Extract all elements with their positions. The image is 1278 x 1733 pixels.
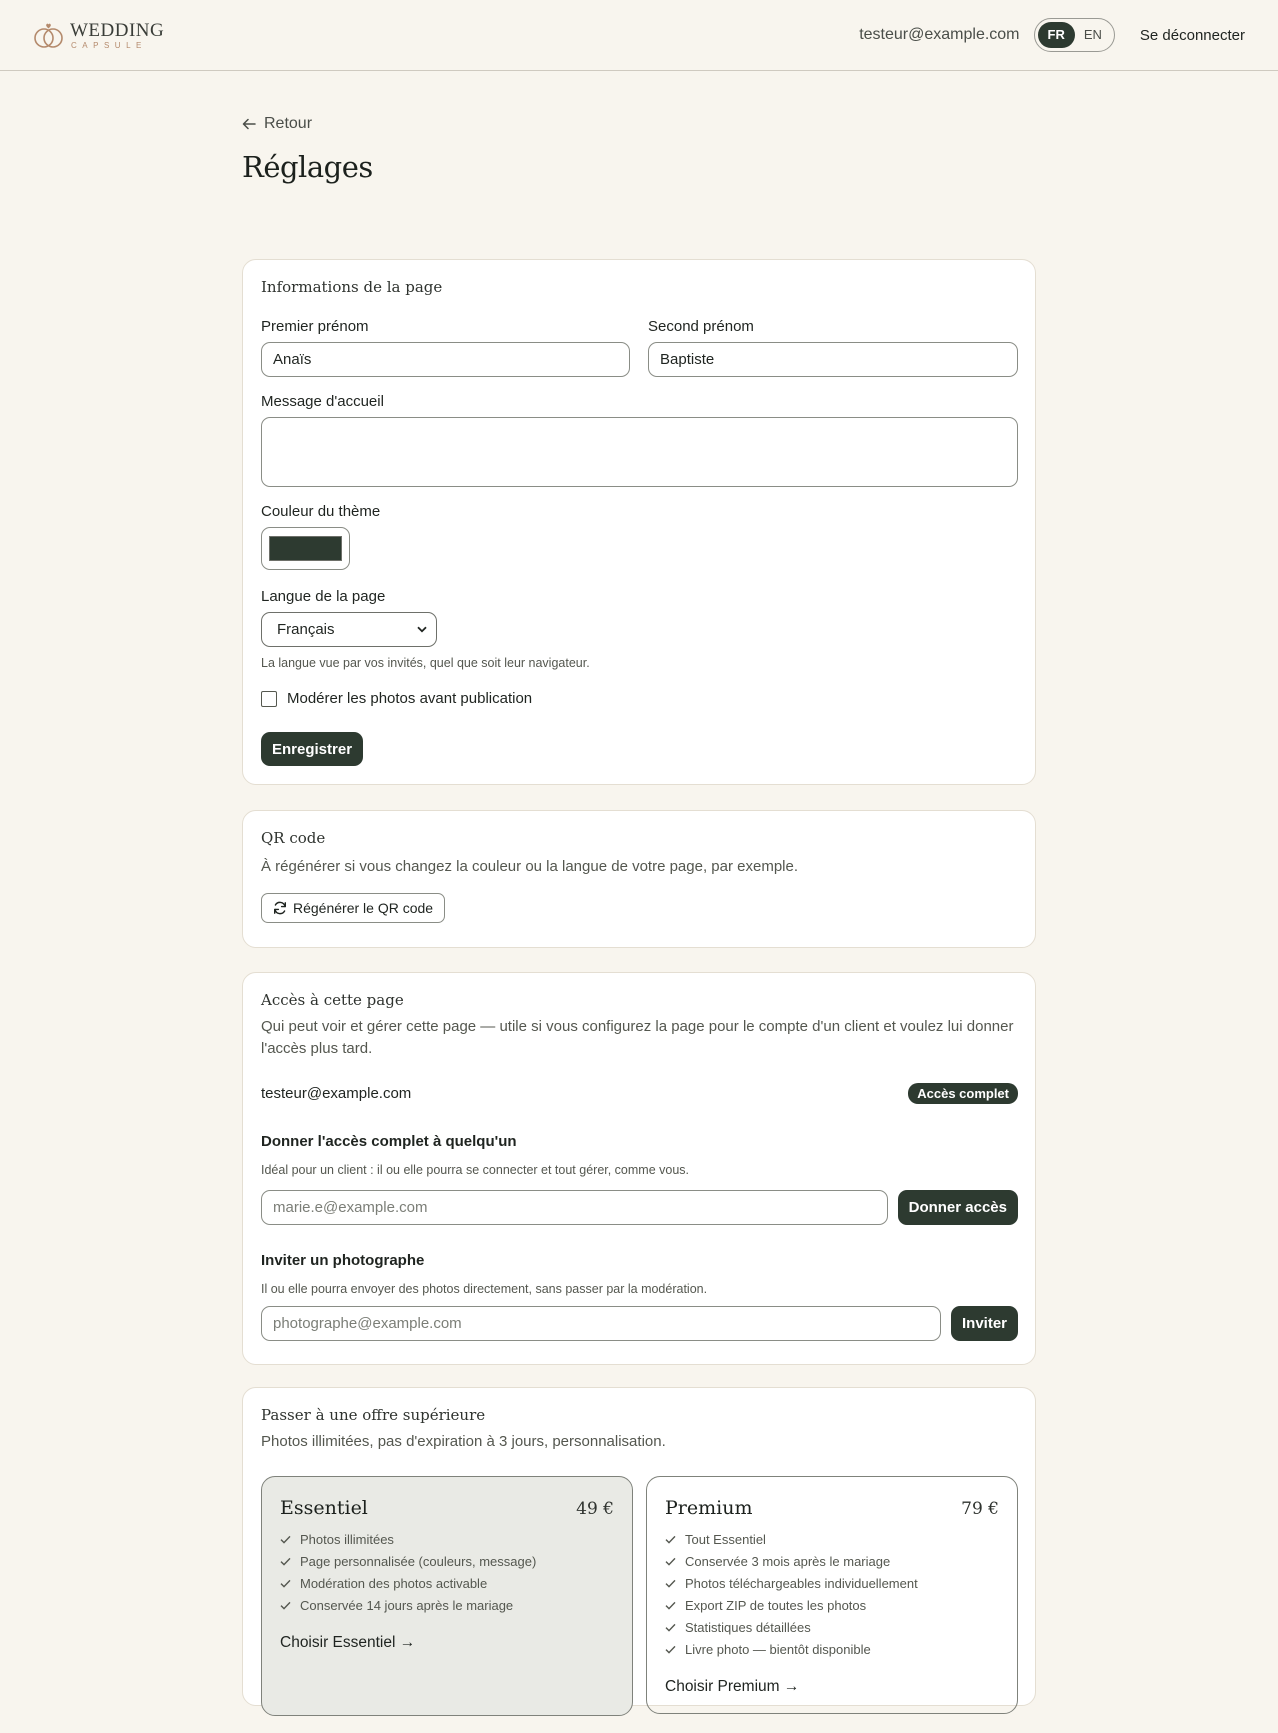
plan-feature-text: Conservée 14 jours après le mariage [300, 1597, 514, 1613]
second-name-input[interactable] [648, 342, 1018, 377]
lang-en-button[interactable]: EN [1083, 27, 1102, 42]
grant-access-email-input[interactable] [261, 1190, 888, 1225]
plan-feature [665, 1550, 999, 1572]
user-email: testeur@example.com [859, 26, 1020, 43]
chevron-down-icon [417, 626, 427, 633]
moderate-photos-label: Modérer les photos avant publication [287, 690, 533, 707]
grant-access-help: Idéal pour un client : il ou elle pourra se connecter et tout gérer, comme vous. [261, 1163, 690, 1177]
status-badge: Accès complet [908, 1083, 1018, 1104]
lang-fr-button[interactable]: FR [1038, 22, 1075, 48]
invite-photographer-help: Il ou elle pourra envoyer des photos directement, sans passer par la modération. [261, 1282, 708, 1296]
plan-name: Premium [665, 1497, 753, 1519]
grant-access-button[interactable]: Donner accès [898, 1190, 1018, 1225]
plan-card-essentiel[interactable] [261, 1476, 633, 1716]
page-language-label: Langue de la page [261, 588, 386, 605]
plan-feature-text: Page personnalisée (couleurs, message) [300, 1553, 537, 1569]
invite-photographer-title: Inviter un photographe [261, 1252, 425, 1269]
check-icon [665, 1557, 676, 1566]
back-link[interactable] [242, 115, 312, 133]
top-header [0, 0, 1278, 71]
upgrade-description: Photos illimitées, pas d'expiration à 3 jours, personnalisation. [261, 1433, 666, 1450]
plan-feature-text: Export ZIP de toutes les photos [685, 1597, 867, 1613]
page-language-select[interactable] [261, 612, 437, 647]
check-icon [665, 1535, 676, 1544]
page-title: Réglages [242, 150, 373, 184]
second-name-label: Second prénom [648, 318, 754, 335]
page-access-card [242, 972, 1036, 1365]
first-name-label: Premier prénom [261, 318, 369, 335]
plan-feature-text: Conservée 3 mois après le mariage [685, 1553, 891, 1569]
welcome-message-textarea[interactable] [261, 417, 1018, 487]
invite-photographer-placeholder: photographe@example.com [273, 1315, 462, 1332]
plan-name: Essentiel [280, 1497, 368, 1519]
theme-color-picker[interactable] [261, 527, 350, 570]
qr-code-card [242, 810, 1036, 948]
regenerate-qr-button[interactable] [261, 893, 445, 923]
check-icon [665, 1623, 676, 1632]
plan-feature [280, 1594, 614, 1616]
plan-feature-text: Statistiques détaillées [685, 1619, 811, 1635]
plan-feature [665, 1594, 999, 1616]
upgrade-card [242, 1387, 1036, 1706]
brand-logo[interactable] [32, 20, 164, 50]
first-name-input[interactable] [261, 342, 630, 377]
main-content [242, 115, 1036, 1733]
check-icon [280, 1579, 291, 1588]
qr-code-description: À régénérer si vous changez la couleur ou la langue de votre page, par exemple. [261, 858, 799, 875]
check-icon [280, 1601, 291, 1610]
plan-feature-text: Photos téléchargeables individuellement [685, 1575, 918, 1591]
page-language-value: Français [277, 621, 335, 638]
invite-button[interactable]: Inviter [951, 1306, 1018, 1341]
plan-feature [665, 1638, 999, 1660]
theme-color-swatch [269, 536, 342, 561]
arrow-left-icon [242, 118, 256, 130]
welcome-message-label: Message d'accueil [261, 393, 384, 410]
plan-feature-text: Photos illimitées [300, 1531, 394, 1547]
plan-feature-text: Livre photo — bientôt disponible [685, 1641, 871, 1657]
access-description: Qui peut voir et gérer cette page — utile si vous configurez la page pour le compte d'un client et voulez lui donner l'accès plus tard. [261, 1018, 1014, 1057]
language-toggle [1034, 18, 1115, 52]
member-email: testeur@example.com [261, 1085, 412, 1102]
card-title: Informations de la page [261, 278, 443, 296]
save-button[interactable]: Enregistrer [261, 732, 363, 766]
regenerate-qr-label: Régénérer le QR code [293, 900, 434, 916]
brand-word: WEDDING [70, 19, 165, 41]
second-name-value: Baptiste [660, 351, 715, 368]
plan-feature [665, 1528, 999, 1550]
plan-feature [665, 1616, 999, 1638]
back-label: Retour [264, 115, 313, 132]
plan-feature [665, 1572, 999, 1594]
plan-card-premium[interactable] [646, 1476, 1018, 1714]
check-icon [665, 1645, 676, 1654]
check-icon [665, 1579, 676, 1588]
plan-price: 79 € [961, 1499, 999, 1519]
plan-feature-text: Tout Essentiel [685, 1531, 766, 1547]
check-icon [280, 1557, 291, 1566]
page-info-card [242, 259, 1036, 785]
moderate-photos-checkbox[interactable] [261, 691, 277, 707]
plan-price: 49 € [576, 1499, 614, 1519]
brand-sub: CAPSULE [71, 40, 147, 50]
refresh-icon [273, 901, 287, 915]
card-title: Passer à une offre supérieure [261, 1406, 486, 1424]
rings-logo-icon [32, 20, 66, 50]
theme-color-label: Couleur du thème [261, 503, 381, 520]
invite-photographer-email-input[interactable] [261, 1306, 941, 1341]
page-language-help: La langue vue par vos invités, quel que soit leur navigateur. [261, 656, 590, 670]
card-title: QR code [261, 829, 326, 847]
choose-premium-link[interactable]: Choisir Premium → [665, 1678, 800, 1695]
plan-feature [280, 1550, 614, 1572]
plan-feature [280, 1528, 614, 1550]
plan-feature [280, 1572, 614, 1594]
first-name-value: Anaïs [273, 351, 312, 368]
check-icon [280, 1535, 291, 1544]
grant-access-title: Donner l'accès complet à quelqu'un [261, 1133, 517, 1150]
choose-essentiel-link[interactable]: Choisir Essentiel → [280, 1634, 416, 1651]
plan-feature-text: Modération des photos activable [300, 1575, 488, 1591]
card-title: Accès à cette page [261, 991, 404, 1009]
logout-button[interactable]: Se déconnecter [1139, 26, 1245, 44]
grant-access-placeholder: marie.e@example.com [273, 1199, 428, 1216]
check-icon [665, 1601, 676, 1610]
